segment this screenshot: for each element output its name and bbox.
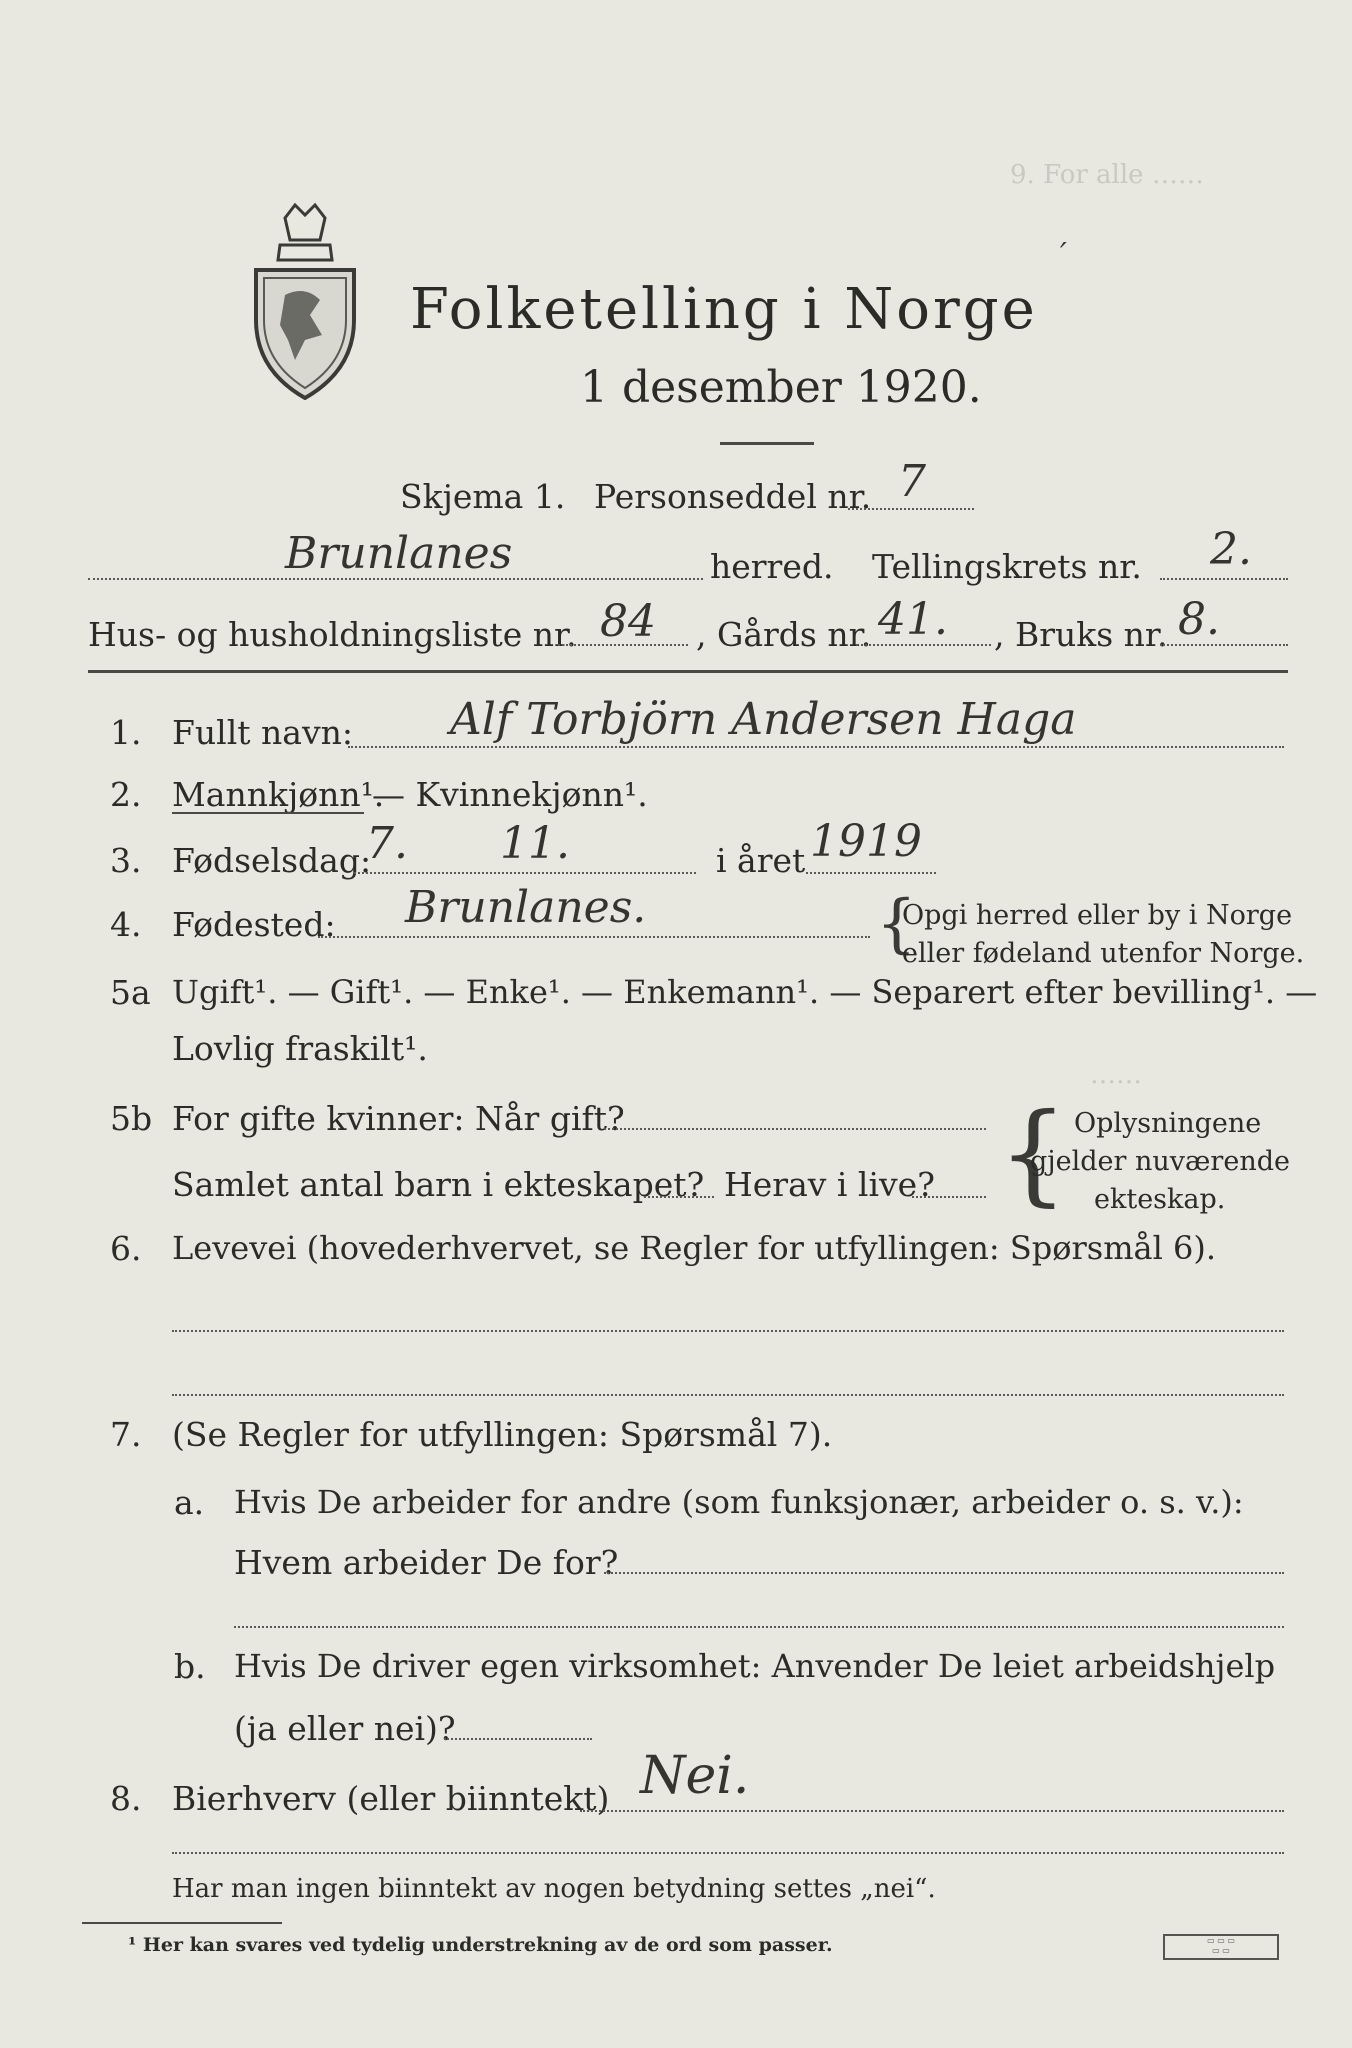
q2-male-underline xyxy=(172,812,364,814)
q3-year-label: i året xyxy=(716,841,806,880)
personseddel-label: Personseddel nr. xyxy=(594,477,872,516)
bruks-label: , Bruks nr. xyxy=(994,615,1168,654)
q3-date-line xyxy=(354,872,696,874)
q7a-text: Hvis De arbeider for andre (som funksjonær, arbeider o. s. v.): xyxy=(234,1483,1244,1521)
q5a-options-2: Lovlig fraskilt¹. xyxy=(172,1029,428,1068)
gards-value: 41. xyxy=(878,594,948,645)
q5b-children-line xyxy=(644,1196,714,1198)
q7b-text: Hvis De driver egen virksomhet: Anvender De leiet arbeidshjelp xyxy=(234,1647,1276,1685)
q4-line xyxy=(318,936,870,938)
bleed-through-text: 9. For alle …… xyxy=(1010,160,1204,190)
q4-label: Fødested: xyxy=(172,905,336,944)
tellingskrets-value: 2. xyxy=(1210,524,1252,575)
q5b-alive-line xyxy=(912,1196,986,1198)
q1-line xyxy=(348,746,1284,748)
q5b-note-3: ekteskap. xyxy=(1094,1184,1226,1215)
q2-female: — Kvinnekjønn¹. xyxy=(372,775,648,814)
q5a-number: 5a xyxy=(110,973,151,1012)
q3-day: 7. xyxy=(366,818,408,869)
q3-year-line xyxy=(806,872,936,874)
q6-line-2 xyxy=(172,1394,1284,1396)
q5a-options: Ugift¹. — Gift¹. — Enke¹. — Enkemann¹. — Separert efter bevilling¹. — xyxy=(172,973,1318,1011)
herred-value: Brunlanes xyxy=(285,528,513,579)
pencil-mark: ′ xyxy=(1060,237,1067,272)
q7-number: 7. xyxy=(110,1415,142,1454)
q5b-note-2: gjelder nuværende xyxy=(1030,1146,1290,1177)
q4-note-2: eller fødeland utenfor Norge. xyxy=(902,938,1305,969)
q6-number: 6. xyxy=(110,1229,142,1268)
coat-of-arms-icon xyxy=(250,200,360,400)
q8-number: 8. xyxy=(110,1779,142,1818)
census-date: 1 desember 1920. xyxy=(580,362,982,413)
gards-label: , Gårds nr. xyxy=(696,615,872,654)
q5b-alive: Herav i live? xyxy=(724,1165,935,1204)
footnote-rule xyxy=(82,1922,282,1924)
q4-note-1: Opgi herred eller by i Norge xyxy=(902,900,1293,931)
q5b-number: 5b xyxy=(110,1099,153,1138)
q2-male: Mannkjønn¹. xyxy=(172,775,385,814)
q8-line-2 xyxy=(172,1852,1284,1854)
q4-value: Brunlanes. xyxy=(405,882,647,933)
q7a-text-2: Hvem arbeider De for? xyxy=(234,1543,619,1582)
q3-number: 3. xyxy=(110,841,142,880)
herred-label: herred. xyxy=(710,547,834,586)
footnote: ¹ Her kan svares ved tydelig understrekning av de ord som passer. xyxy=(128,1934,833,1956)
personseddel-value: 7 xyxy=(898,456,926,507)
q5b-children: Samlet antal barn i ekteskapet? xyxy=(172,1165,705,1204)
q1-value: Alf Torbjörn Andersen Haga xyxy=(450,694,1077,745)
q6-text: Levevei (hovederhvervet, se Regler for utfyllingen: Spørsmål 6). xyxy=(172,1229,1217,1267)
bleed-through-text: …… xyxy=(1090,1060,1142,1090)
q4-number: 4. xyxy=(110,905,142,944)
q2-number: 2. xyxy=(110,775,142,814)
form-title: Folketelling i Norge xyxy=(410,277,1038,342)
q1-number: 1. xyxy=(110,713,142,752)
header-divider xyxy=(88,670,1288,673)
schema-label: Skjema 1. xyxy=(400,477,566,516)
bruks-value: 8. xyxy=(1178,594,1220,645)
q3-label: Fødselsdag: xyxy=(172,841,372,880)
q5b-when-line xyxy=(604,1128,986,1130)
hus-value: 84 xyxy=(600,596,656,647)
personseddel-line xyxy=(848,508,974,510)
q7a-line-1 xyxy=(604,1572,1284,1574)
q8-value: Nei. xyxy=(640,1746,750,1806)
tellingskrets-line xyxy=(1160,578,1288,580)
q5b-note-1: Oplysningene xyxy=(1074,1108,1262,1139)
tellingskrets-label: Tellingskrets nr. xyxy=(872,547,1142,586)
q7b-line xyxy=(444,1738,592,1740)
printer-stamp: ▭ ▭ ▭ ▭ ▭ xyxy=(1163,1934,1279,1960)
q8-line xyxy=(580,1810,1284,1812)
q7a-line-2 xyxy=(234,1626,1284,1628)
q7b-text-2: (ja eller nei)? xyxy=(234,1709,456,1748)
q6-line-1 xyxy=(172,1330,1284,1332)
q5b-when-married: For gifte kvinner: Når gift? xyxy=(172,1099,625,1138)
q7a-letter: a. xyxy=(174,1483,205,1522)
hus-label: Hus- og husholdningsliste nr. xyxy=(88,615,577,654)
q7-text: (Se Regler for utfyllingen: Spørsmål 7). xyxy=(172,1415,833,1454)
q4-brace: { xyxy=(876,887,917,961)
q5b-brace: { xyxy=(998,1089,1068,1217)
title-underline xyxy=(720,442,814,445)
q1-label: Fullt navn: xyxy=(172,713,353,752)
note-nei: Har man ingen biinntekt av nogen betydning settes „nei“. xyxy=(172,1874,936,1904)
q3-year: 1919 xyxy=(810,816,922,867)
q8-text: Bierhverv (eller biinntekt) xyxy=(172,1779,610,1818)
q3-month: 11. xyxy=(500,818,570,869)
q7b-letter: b. xyxy=(174,1647,206,1686)
